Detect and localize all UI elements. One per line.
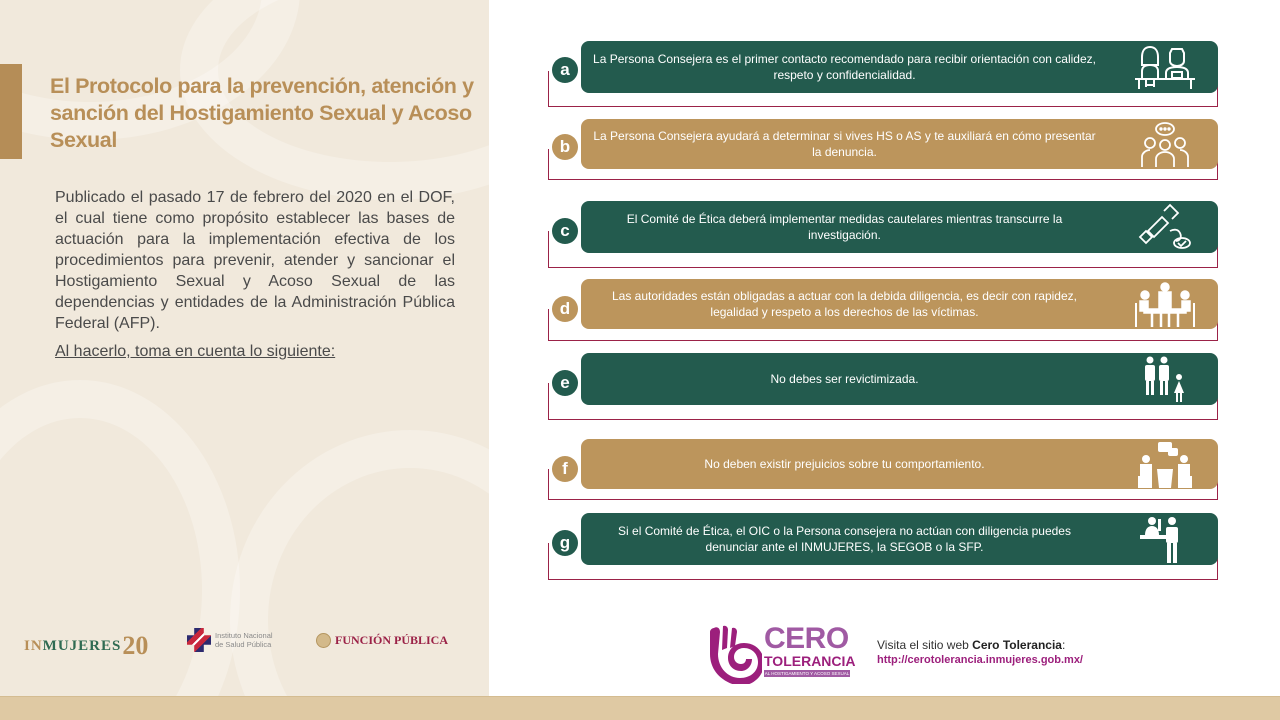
badge-a: a	[552, 57, 578, 83]
ok-hand-icon	[706, 622, 762, 684]
item-card: Las autoridades están obligadas a actuar con la debida diligencia, es decir con rapidez, legalidad y respeto a los derechos de las víctimas.	[581, 279, 1218, 329]
background-pattern	[230, 430, 489, 696]
funcion-publica-logo: FUNCIÓN PÚBLICA	[316, 633, 448, 648]
badge-f: f	[552, 456, 578, 482]
badge-b: b	[552, 134, 578, 160]
badge-g: g	[552, 530, 578, 556]
logo-tagline: AL HOSTIGAMIENTO Y ACOSO SEXUAL	[764, 671, 850, 676]
accent-bar	[0, 64, 22, 159]
item-b	[548, 119, 1220, 180]
item-card: Si el Comité de Ética, el OIC o la Persona consejera no actúan con diligencia puedes denunciar ante el INMUJERES, la SEGOB o la SFP.	[581, 513, 1218, 565]
website-link[interactable]: http://cerotolerancia.inmujeres.gob.mx/	[877, 654, 1083, 666]
item-card: La Persona Consejera es el primer contacto recomendado para recibir orientación con calidez, respeto y confidencialidad.	[581, 41, 1218, 93]
section-subtitle: Al hacerlo, toma en cuenta lo siguiente:	[55, 343, 336, 360]
left-panel	[0, 0, 489, 696]
item-e	[548, 353, 1220, 420]
family-icon	[1130, 355, 1200, 403]
site-name: Cero Tolerancia	[972, 638, 1062, 652]
insp-mark-icon	[187, 628, 211, 652]
badge-c: c	[552, 218, 578, 244]
badge-d: d	[552, 296, 578, 322]
reception-counter-icon	[1130, 515, 1200, 563]
bottom-strip	[0, 696, 1280, 720]
item-g	[548, 513, 1220, 580]
group-conversation-icon	[1130, 121, 1200, 169]
gavel-hand-icon	[1130, 203, 1200, 251]
counselor-desk-icon	[1130, 43, 1200, 91]
item-card: El Comité de Ética deberá implementar medidas cautelares mientras transcurre la investigación.	[581, 201, 1218, 253]
anniversary-mark: 20	[122, 631, 149, 660]
item-a	[548, 41, 1220, 107]
cero-tolerancia-logo	[706, 622, 856, 684]
item-f	[548, 439, 1220, 500]
item-card: No debes ser revictimizada.	[581, 353, 1218, 405]
seal-icon	[316, 633, 331, 648]
intro-paragraph: Publicado el pasado 17 de febrero del 2020 en el DOF, el cual tiene como propósito establecer las bases de actuación para la implementación efectiva de los procedimientos para prevenir, atender y sancionar el Hostigamiento Sexual y Acoso Sexual de las dependencias y entidades de la Administración Pública Federal (AFP).	[55, 189, 455, 332]
meeting-table-icon	[1130, 281, 1200, 329]
page-title: El Protocolo para la prevención, atención y sanción del Hostigamiento Sexual y Acoso Sexual	[50, 74, 474, 152]
inmujeres-logo: INMUJERES 20	[24, 631, 149, 660]
item-d	[548, 279, 1220, 341]
item-c	[548, 201, 1220, 268]
item-card: La Persona Consejera ayudará a determinar si vives HS o AS y te auxiliará en cómo presentar la denuncia.	[581, 119, 1218, 169]
badge-e: e	[552, 370, 578, 396]
logo-cero: CERO	[764, 622, 849, 655]
logo-tolerancia: TOLERANCIA	[764, 653, 856, 669]
insp-logo: Instituto Nacional de Salud Pública	[187, 628, 273, 652]
visit-website: Visita el sitio web Cero Tolerancia: http://cerotolerancia.inmujeres.gob.mx/	[877, 638, 1083, 666]
interview-icon	[1130, 441, 1200, 489]
item-card: No deben existir prejuicios sobre tu comportamiento.	[581, 439, 1218, 489]
